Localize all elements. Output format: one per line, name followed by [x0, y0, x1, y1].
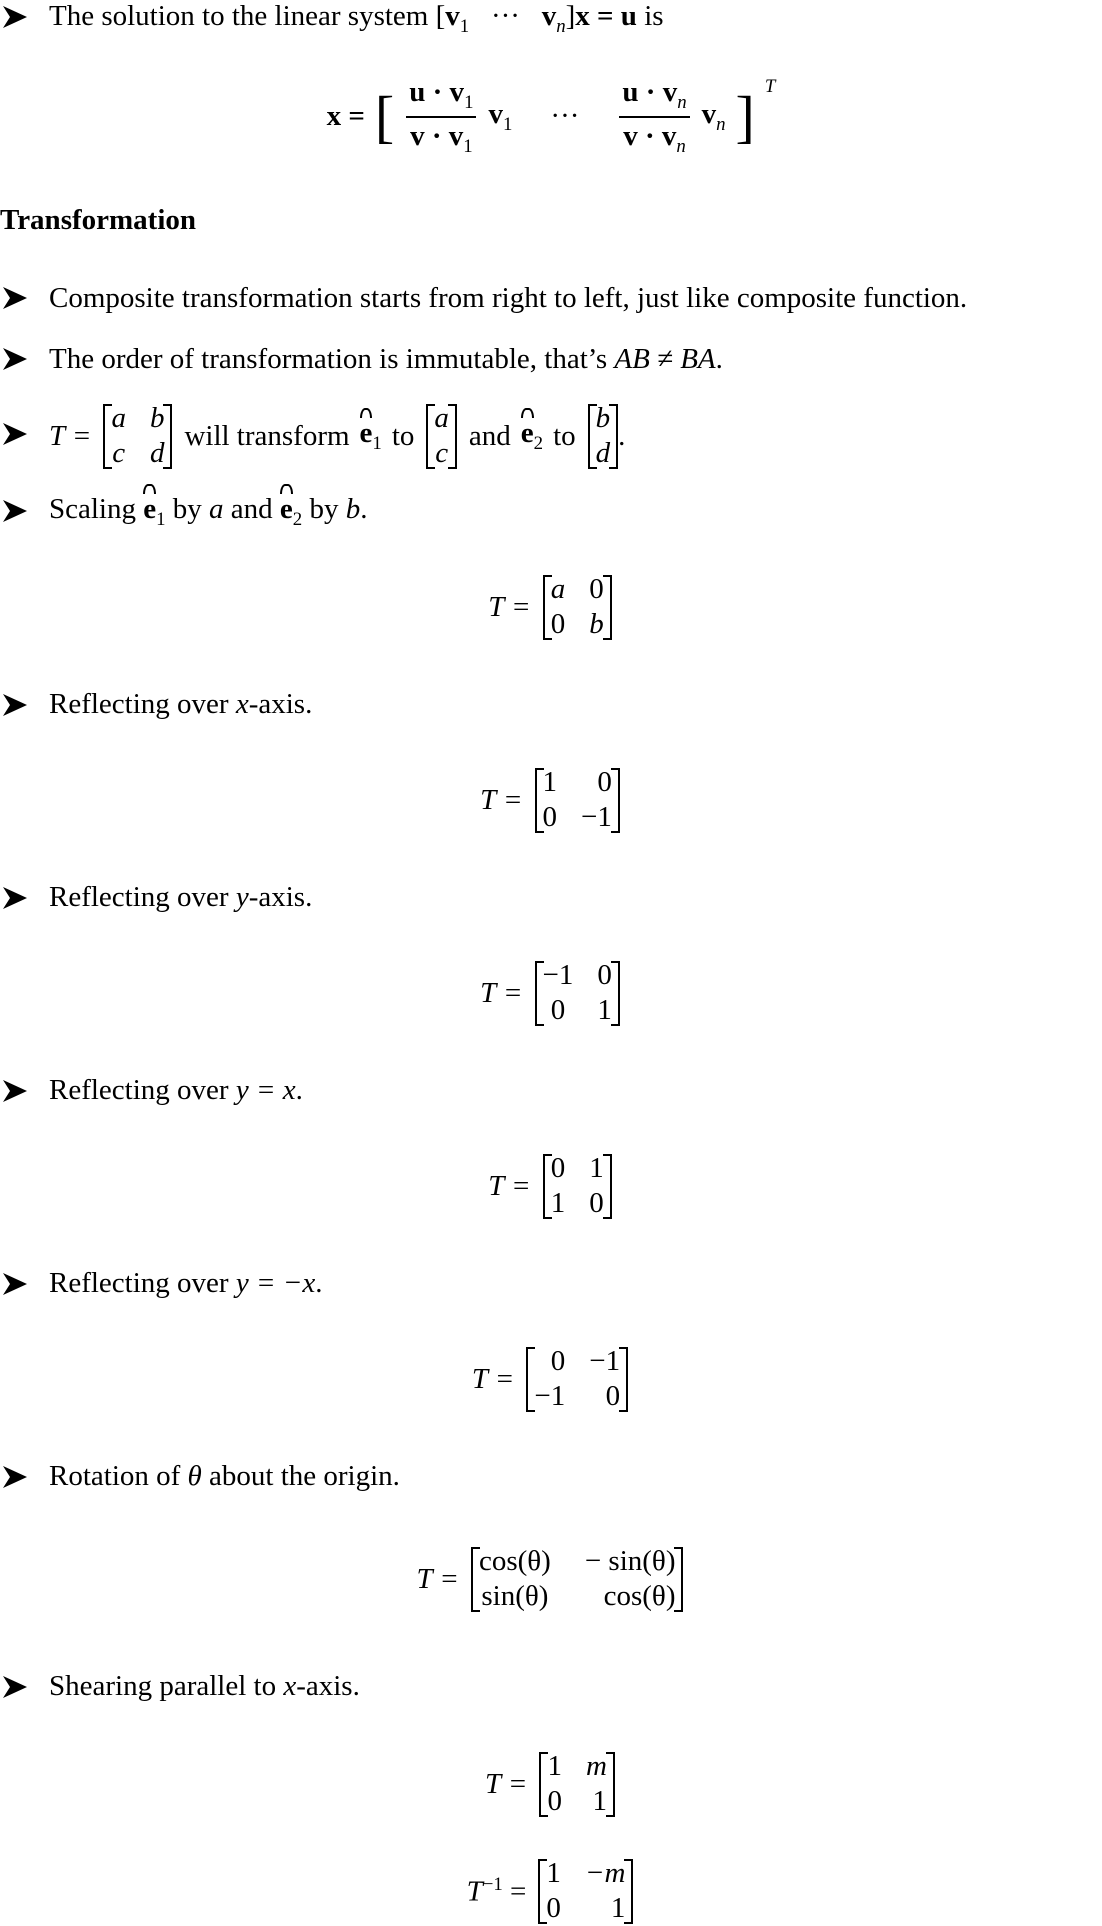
reflect-y-matrix: T = −1 0 0 1	[0, 959, 1102, 1028]
reflect-yx-matrix: T = 0 1 1 0	[0, 1152, 1102, 1221]
general-matrix: a b c d	[103, 402, 172, 471]
arrowhead-bullet-icon	[0, 497, 30, 525]
linear-system-expression: [$v_1$ ··· $v_n]x = u$	[435, 0, 637, 37]
intro-text-before: The solution to the linear system	[49, 0, 429, 32]
section-heading: Transformation	[0, 204, 197, 236]
reflect-neg-yx-matrix: T = 0 −1 −1 0	[0, 1345, 1102, 1414]
e2-hat: e	[520, 417, 534, 450]
intro-line	[49, 0, 664, 38]
reflect-neg-yx-label: Reflecting over y = −x.	[49, 1267, 323, 1299]
scaling-note: Scaling $e_1$ by a and $e_2$ by b.	[49, 493, 368, 530]
arrowhead-bullet-icon	[0, 884, 30, 912]
shear-matrix: T = 1 m 0 1	[0, 1750, 1102, 1819]
arrowhead-bullet-icon	[0, 284, 30, 312]
rotation-matrix: T = cos(θ) − sin(θ) sin(θ) cos(θ)	[0, 1545, 1102, 1614]
order-note: The order of transformation is immutable, that’s AB ≠ BA.	[49, 343, 723, 375]
column-vector-bd: b d	[588, 402, 619, 471]
reflect-yx-label: Reflecting over y = x.	[49, 1074, 303, 1106]
column-vector-ac: a c	[426, 402, 457, 471]
order-math: AB ≠ BA	[614, 343, 716, 375]
solution-formula: x = [ $\frac{u \cdot v_1}{v \cdot v_1}$ $v_1$ ··· $\frac{u \cdot v_n}{v \cdot v_n}$ $v_n$ ] $^T$	[326, 75, 776, 157]
reflect-x-matrix: T = 1 0 0 −1	[0, 766, 1102, 835]
arrowhead-bullet-icon	[0, 3, 30, 31]
arrowhead-bullet-icon	[0, 345, 30, 373]
arrowhead-bullet-icon	[0, 1463, 30, 1491]
rotation-label: Rotation of θ about the origin.	[49, 1460, 400, 1492]
composite-note: Composite transformation starts from right to left, just like composite function.	[49, 282, 968, 314]
arrowhead-bullet-icon	[0, 1270, 30, 1298]
basis-transform-note: T = a b c d will transform $e_1$ to a c and $e_2$ to b d .	[49, 402, 626, 470]
arrowhead-bullet-icon	[0, 1673, 30, 1701]
shear-inverse-matrix: $T^{-1}$ = 1 −m 0 1	[0, 1857, 1102, 1926]
reflect-x-label: Reflecting over x-axis.	[49, 688, 313, 720]
arrowhead-bullet-icon	[0, 420, 30, 448]
shear-label: Shearing parallel to x-axis.	[49, 1670, 360, 1702]
arrowhead-bullet-icon	[0, 1077, 30, 1105]
reflect-y-label: Reflecting over y-axis.	[49, 881, 313, 913]
arrowhead-bullet-icon	[0, 691, 30, 719]
e1-hat: e	[359, 417, 373, 450]
intro-text-after: is	[644, 0, 664, 32]
scaling-matrix: T = a 0 0 b	[0, 573, 1102, 642]
